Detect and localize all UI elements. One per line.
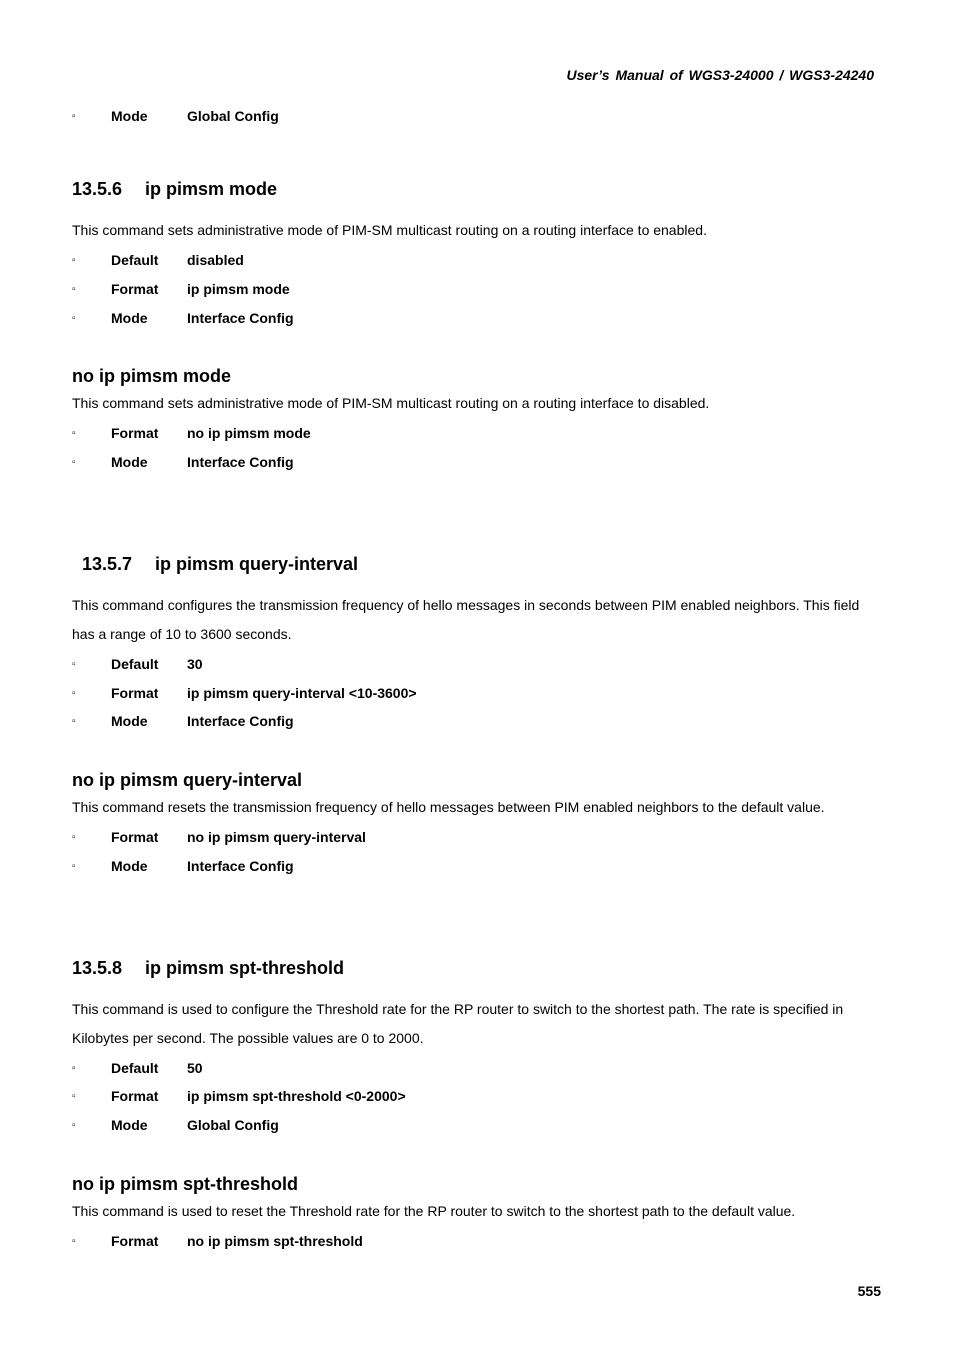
format-key: Format [111, 685, 159, 701]
section-heading-13-5-6 [72, 178, 277, 200]
section-number: 13.5.6 [72, 179, 123, 199]
bullet-icon: ▫ [72, 1120, 76, 1131]
mode-key: Mode [111, 108, 148, 124]
format-key: Format [111, 829, 159, 845]
bullet-icon: ▫ [72, 255, 76, 266]
bullet-icon: ▫ [72, 284, 76, 295]
section-heading-13-5-8 [72, 957, 344, 979]
format-value: ip pimsm query-interval <10-3600> [187, 685, 417, 701]
format-key: Format [111, 1088, 159, 1104]
running-header: User’s Manual of WGS3-24000 / WGS3-24240 [566, 67, 874, 83]
mode-key: Mode [111, 310, 148, 326]
default-key: Default [111, 656, 159, 672]
mode-value: Interface Config [187, 310, 294, 326]
section-title: ip pimsm query-interval [155, 554, 359, 574]
section-description-line-1: This command is used to configure the Threshold rate for the RP router to switch to the shortest path. The rate is specified in [72, 1001, 844, 1017]
subsection-description: This command sets administrative mode of PIM-SM multicast routing on a routing interface to disabled. [72, 395, 710, 411]
format-value: ip pimsm spt-threshold <0-2000> [187, 1088, 406, 1104]
bullet-icon: ▫ [72, 861, 76, 872]
format-key: Format [111, 281, 159, 297]
mode-key: Mode [111, 454, 148, 470]
bullet-icon: ▫ [72, 111, 76, 122]
subsection-description: This command is used to reset the Threshold rate for the RP router to switch to the shortest path to the default value. [72, 1203, 796, 1219]
section-description-line-2: has a range of 10 to 3600 seconds. [72, 626, 292, 642]
default-value: 30 [187, 656, 203, 672]
subsection-description: This command resets the transmission frequency of hello messages between PIM enabled neighbors to the default value. [72, 799, 825, 815]
mode-value: Global Config [187, 1117, 279, 1133]
format-key: Format [111, 425, 159, 441]
page-number: 555 [857, 1283, 881, 1299]
mode-value: Interface Config [187, 858, 294, 874]
section-heading-13-5-7 [82, 553, 358, 575]
format-value: no ip pimsm query-interval [187, 829, 366, 845]
mode-value: Interface Config [187, 454, 294, 470]
section-description: This command sets administrative mode of PIM-SM multicast routing on a routing interface to enabled. [72, 222, 707, 238]
default-value: disabled [187, 252, 244, 268]
subsection-heading: no ip pimsm query-interval [72, 770, 303, 790]
bullet-icon: ▫ [72, 1063, 76, 1074]
bullet-icon: ▫ [72, 716, 76, 727]
mode-key: Mode [111, 858, 148, 874]
subsection-heading: no ip pimsm spt-threshold [72, 1174, 299, 1194]
bullet-icon: ▫ [72, 688, 76, 699]
mode-value: Interface Config [187, 713, 294, 729]
section-description-line-1: This command configures the transmission frequency of hello messages in seconds between PIM enabled neighbors. This field [72, 597, 860, 613]
mode-value: Global Config [187, 108, 279, 124]
default-key: Default [111, 252, 159, 268]
bullet-icon: ▫ [72, 313, 76, 324]
section-title: ip pimsm spt-threshold [145, 958, 345, 978]
bullet-icon: ▫ [72, 1236, 76, 1247]
format-value: no ip pimsm mode [187, 425, 311, 441]
bullet-icon: ▫ [72, 428, 76, 439]
mode-key: Mode [111, 713, 148, 729]
bullet-icon: ▫ [72, 659, 76, 670]
default-value: 50 [187, 1060, 203, 1076]
format-value: no ip pimsm spt-threshold [187, 1233, 363, 1249]
section-number: 13.5.7 [82, 554, 133, 574]
default-key: Default [111, 1060, 159, 1076]
bullet-icon: ▫ [72, 832, 76, 843]
section-title: ip pimsm mode [145, 179, 278, 199]
subsection-heading: no ip pimsm mode [72, 366, 232, 386]
format-key: Format [111, 1233, 159, 1249]
bullet-icon: ▫ [72, 1091, 76, 1102]
bullet-icon: ▫ [72, 457, 76, 468]
mode-key: Mode [111, 1117, 148, 1133]
format-value: ip pimsm mode [187, 281, 290, 297]
section-number: 13.5.8 [72, 958, 123, 978]
section-description-line-2: Kilobytes per second. The possible values are 0 to 2000. [72, 1030, 424, 1046]
